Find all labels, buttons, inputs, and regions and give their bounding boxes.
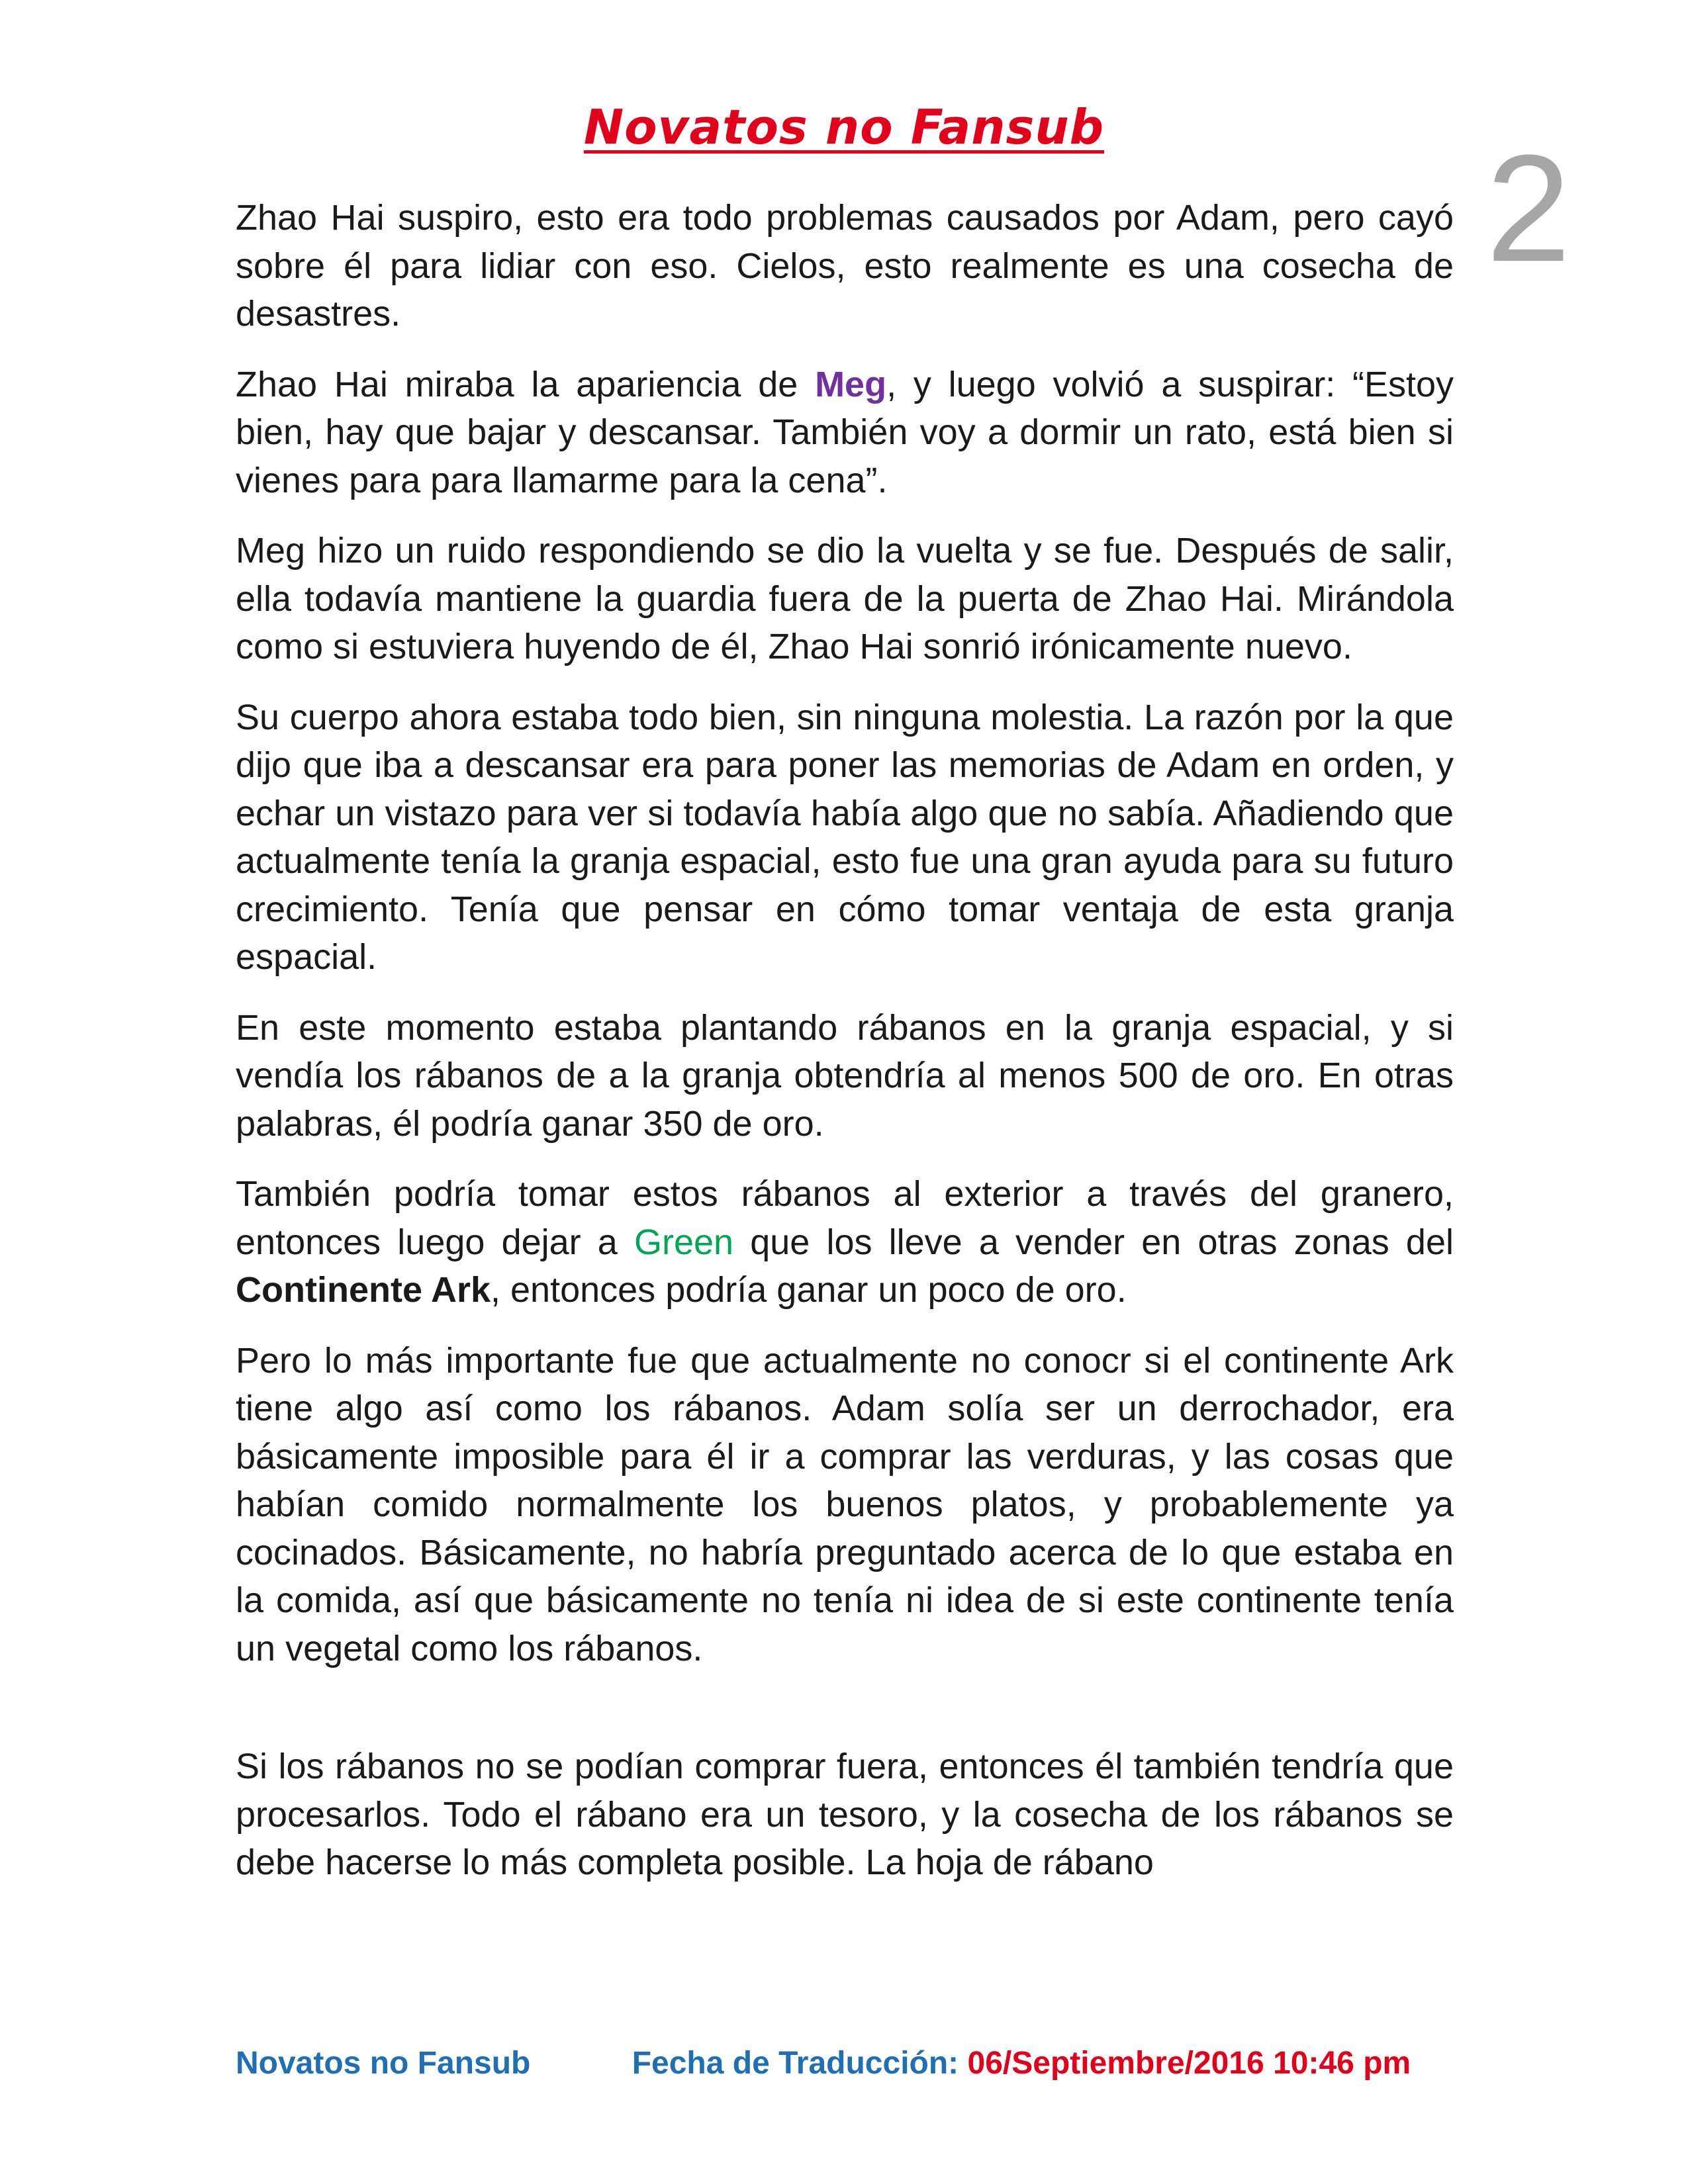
paragraph-4: Su cuerpo ahora estaba todo bien, sin ninguna molestia. La razón por la que dijo que iba a descansar era para poner las memorias de Adam en orden, y echar un vistazo para ver si todavía había algo que no sabía. Añadiendo que actualmente tenía la granja espacial, esto fue una gran ayuda para su futuro crecimiento. Tenía que pensar en cómo tomar ventaja de esta granja espacial. [236, 697, 1454, 977]
footer-brand: Novatos no Fansub [236, 2046, 531, 2081]
document-body [236, 194, 1454, 1909]
paragraph-2 [236, 361, 1454, 505]
page-footer [236, 2045, 1454, 2081]
paragraph-2-text-after: , y luego volvió a suspirar: “Estoy bien, hay que bajar y descansar. También voy a dormir un rato, está bien si vienes para para llamarme para la cena”. [236, 364, 1454, 500]
paragraph-6-text-after: , entonces podría ganar un poco de oro. [491, 1270, 1127, 1310]
place-name-continente-ark: Continente Ark [236, 1270, 491, 1310]
paragraph-6-text-middle: que los lleve a vender en otras zonas del [733, 1222, 1454, 1262]
paragraph-5: En este momento estaba plantando rábanos en la granja espacial, y si vendía los rábanos de a la granja obtendría al menos 500 de oro. En otras palabras, él podría ganar 350 de oro. [236, 1007, 1454, 1144]
character-name-green: Green [633, 1222, 734, 1262]
paragraph-8: Si los rábanos no se podían comprar fuera, entonces él también tendría que procesarlos. Todo el rábano era un tesoro, y la cosecha de los rábanos se debe hacerse lo más completa posible. La hoja de rábano [236, 1747, 1454, 1882]
page-number: 2 [1486, 123, 1571, 293]
paragraph-6 [236, 1170, 1454, 1314]
paragraph-7: Pero lo más importante fue que actualmente no conocr si el continente Ark tiene algo así como los rábanos. Adam solía ser un derrochador, era básicamente imposible para él ir a comprar las verduras, y las cosas que habían comido normalmente los buenos platos, y probablemente ya cocinados. Básicamente, no habría preguntado acerca de lo que estaba en la comida, así que básicamente no tenía ni idea de si este continente tenía un vegetal como los rábanos. [236, 1340, 1454, 1668]
footer-date-label: Fecha de Traducción: [632, 2046, 959, 2081]
paragraph-6-text-before: También podría tomar estos rábanos al exterior a través del granero, entonces luego dejar a [236, 1174, 1454, 1262]
page-header [0, 99, 1688, 155]
paragraph-1: Zhao Hai suspiro, esto era todo problemas causados por Adam, pero cayó sobre él para lidiar con eso. Cielos, esto realmente es una cosecha de desastres. [236, 198, 1454, 334]
paragraph-3: Meg hizo un ruido respondiendo se dio la vuelta y se fue. Después de salir, ella todavía mantiene la guardia fuera de la puerta de Zhao Hai. Mirándola como si estuviera huyendo de él, Zhao Hai sonrió irónicamente nuevo. [236, 531, 1454, 666]
page-title: Novatos no Fansub [583, 99, 1105, 155]
character-name-meg: Meg [815, 364, 887, 404]
paragraph-2-text-before: Zhao Hai miraba la apariencia de [236, 364, 816, 404]
footer-date-value: 06/Septiembre/2016 10:46 pm [967, 2046, 1411, 2081]
